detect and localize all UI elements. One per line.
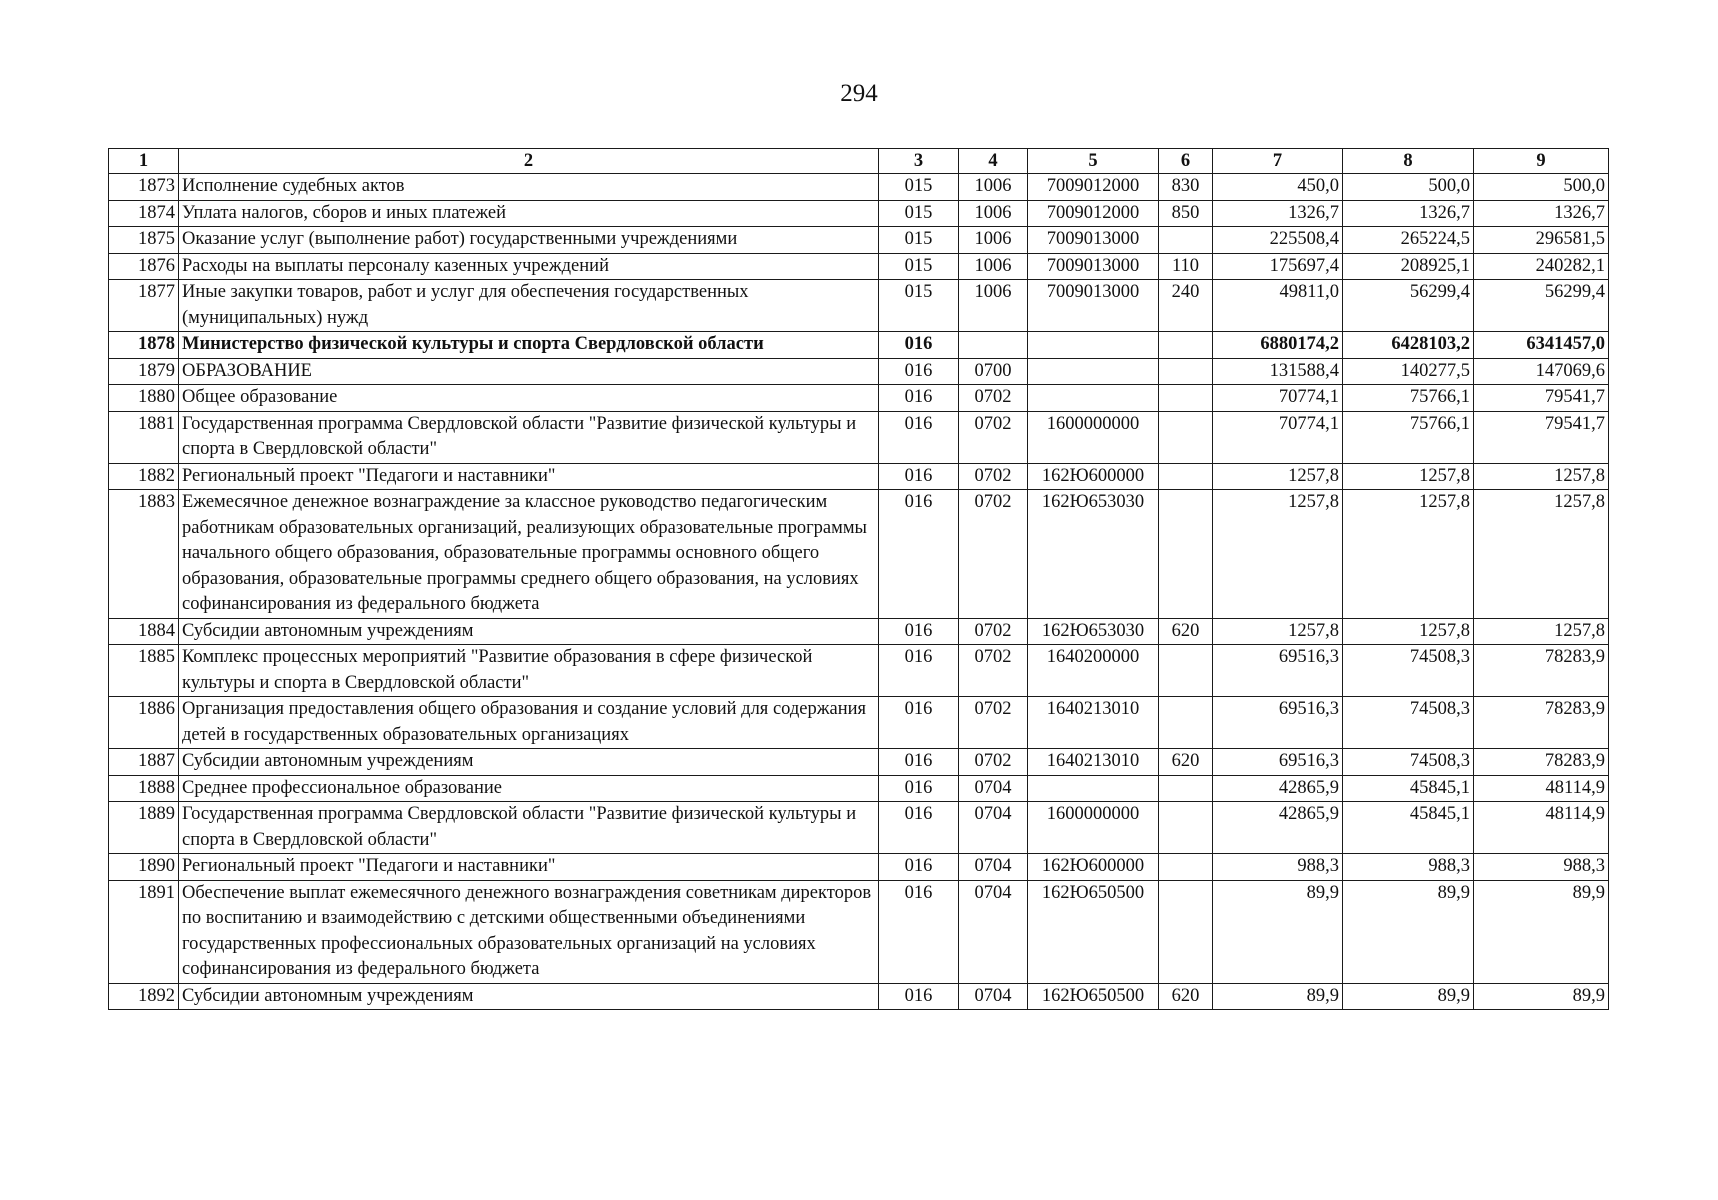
budget-table <box>108 148 1609 1010</box>
amount-year3-cell: 6341457,0 <box>1474 332 1609 359</box>
row-number-cell: 1874 <box>109 200 179 227</box>
amount-year1-cell: 69516,3 <box>1213 697 1343 749</box>
row-name-cell: Ежемесячное денежное вознаграждение за классное руководство педагогическим работникам образовательных организаций, реализующих образовательные программы начального общего образования, образовательные программы основного общего образования, образовательные программы среднего общего образования, на условиях софинансирования из федерального бюджета <box>179 490 879 619</box>
expense-type-cell: 240 <box>1159 280 1213 332</box>
row-name-cell: Среднее профессиональное образование <box>179 775 879 802</box>
section-code-cell: 0704 <box>959 880 1028 983</box>
expense-type-cell <box>1159 697 1213 749</box>
ministry-code-cell: 016 <box>879 697 959 749</box>
amount-year2-cell: 56299,4 <box>1343 280 1474 332</box>
section-code-cell: 0702 <box>959 463 1028 490</box>
table-row <box>109 411 1609 463</box>
amount-year1-cell: 1326,7 <box>1213 200 1343 227</box>
row-number-cell: 1879 <box>109 358 179 385</box>
target-code-cell <box>1028 332 1159 359</box>
table-row <box>109 645 1609 697</box>
amount-year3-cell: 1257,8 <box>1474 618 1609 645</box>
table-row <box>109 385 1609 412</box>
table-row <box>109 280 1609 332</box>
row-name-cell: Организация предоставления общего образования и создание условий для содержания детей в государственных образовательных организациях <box>179 697 879 749</box>
row-name-cell: Обеспечение выплат ежемесячного денежного вознаграждения советникам директоров по воспитанию и взаимодействию с детскими общественными объединениями государственных профессиональных образовательных организаций на условиях софинансирования из федерального бюджета <box>179 880 879 983</box>
table-row <box>109 490 1609 619</box>
table-row <box>109 332 1609 359</box>
row-number-cell: 1888 <box>109 775 179 802</box>
expense-type-cell: 850 <box>1159 200 1213 227</box>
expense-type-cell <box>1159 463 1213 490</box>
amount-year2-cell: 1326,7 <box>1343 200 1474 227</box>
row-name-cell: Исполнение судебных актов <box>179 174 879 201</box>
table-row <box>109 358 1609 385</box>
target-code-cell: 162Ю650500 <box>1028 983 1159 1010</box>
ministry-code-cell: 016 <box>879 332 959 359</box>
section-code-cell: 0702 <box>959 618 1028 645</box>
amount-year2-cell: 500,0 <box>1343 174 1474 201</box>
row-name-cell: Комплекс процессных мероприятий "Развитие образования в сфере физической культуры и спорта в Свердловской области" <box>179 645 879 697</box>
amount-year3-cell: 89,9 <box>1474 983 1609 1010</box>
ministry-code-cell: 016 <box>879 463 959 490</box>
section-code-cell: 1006 <box>959 280 1028 332</box>
target-code-cell: 1640213010 <box>1028 749 1159 776</box>
row-name-cell: Государственная программа Свердловской области "Развитие физической культуры и спорта в Свердловской области" <box>179 411 879 463</box>
amount-year3-cell: 240282,1 <box>1474 253 1609 280</box>
section-code-cell: 0702 <box>959 411 1028 463</box>
amount-year2-cell: 1257,8 <box>1343 618 1474 645</box>
target-code-cell: 162Ю600000 <box>1028 854 1159 881</box>
amount-year1-cell: 450,0 <box>1213 174 1343 201</box>
row-number-cell: 1877 <box>109 280 179 332</box>
page-number: 294 <box>840 80 878 107</box>
table-row <box>109 227 1609 254</box>
amount-year2-cell: 89,9 <box>1343 983 1474 1010</box>
row-name-cell: Субсидии автономным учреждениям <box>179 983 879 1010</box>
amount-year2-cell: 6428103,2 <box>1343 332 1474 359</box>
section-code-cell <box>959 332 1028 359</box>
target-code-cell <box>1028 775 1159 802</box>
row-name-cell: Субсидии автономным учреждениям <box>179 618 879 645</box>
amount-year1-cell: 70774,1 <box>1213 385 1343 412</box>
row-name-cell: Общее образование <box>179 385 879 412</box>
expense-type-cell: 830 <box>1159 174 1213 201</box>
target-code-cell: 1640213010 <box>1028 697 1159 749</box>
expense-type-cell: 620 <box>1159 983 1213 1010</box>
expense-type-cell <box>1159 358 1213 385</box>
amount-year3-cell: 1257,8 <box>1474 463 1609 490</box>
amount-year1-cell: 1257,8 <box>1213 463 1343 490</box>
section-code-cell: 0702 <box>959 490 1028 619</box>
amount-year2-cell: 988,3 <box>1343 854 1474 881</box>
table-row <box>109 880 1609 983</box>
target-code-cell: 7009013000 <box>1028 253 1159 280</box>
column-header: 5 <box>1028 149 1159 174</box>
expense-type-cell: 620 <box>1159 618 1213 645</box>
table-row <box>109 854 1609 881</box>
row-number-cell: 1875 <box>109 227 179 254</box>
ministry-code-cell: 015 <box>879 200 959 227</box>
row-name-cell: Оказание услуг (выполнение работ) государственными учреждениями <box>179 227 879 254</box>
column-header: 7 <box>1213 149 1343 174</box>
row-name-cell: Субсидии автономным учреждениям <box>179 749 879 776</box>
target-code-cell: 162Ю653030 <box>1028 490 1159 619</box>
row-number-cell: 1882 <box>109 463 179 490</box>
table-row <box>109 749 1609 776</box>
expense-type-cell <box>1159 227 1213 254</box>
amount-year2-cell: 1257,8 <box>1343 490 1474 619</box>
row-number-cell: 1891 <box>109 880 179 983</box>
amount-year1-cell: 131588,4 <box>1213 358 1343 385</box>
expense-type-cell <box>1159 385 1213 412</box>
target-code-cell: 1640200000 <box>1028 645 1159 697</box>
section-code-cell: 0702 <box>959 645 1028 697</box>
row-number-cell: 1892 <box>109 983 179 1010</box>
amount-year3-cell: 147069,6 <box>1474 358 1609 385</box>
target-code-cell: 7009012000 <box>1028 174 1159 201</box>
ministry-code-cell: 015 <box>879 280 959 332</box>
ministry-code-cell: 016 <box>879 854 959 881</box>
table-row <box>109 200 1609 227</box>
row-number-cell: 1876 <box>109 253 179 280</box>
amount-year3-cell: 89,9 <box>1474 880 1609 983</box>
target-code-cell <box>1028 385 1159 412</box>
amount-year3-cell: 296581,5 <box>1474 227 1609 254</box>
ministry-code-cell: 016 <box>879 490 959 619</box>
expense-type-cell <box>1159 775 1213 802</box>
table-row <box>109 463 1609 490</box>
ministry-code-cell: 016 <box>879 385 959 412</box>
row-name-cell: Региональный проект "Педагоги и наставники" <box>179 854 879 881</box>
row-number-cell: 1880 <box>109 385 179 412</box>
row-number-cell: 1889 <box>109 802 179 854</box>
expense-type-cell <box>1159 854 1213 881</box>
amount-year2-cell: 1257,8 <box>1343 463 1474 490</box>
amount-year3-cell: 78283,9 <box>1474 697 1609 749</box>
expense-type-cell <box>1159 332 1213 359</box>
section-code-cell: 0704 <box>959 854 1028 881</box>
row-number-cell: 1890 <box>109 854 179 881</box>
ministry-code-cell: 016 <box>879 775 959 802</box>
amount-year2-cell: 265224,5 <box>1343 227 1474 254</box>
row-name-cell: Расходы на выплаты персоналу казенных учреждений <box>179 253 879 280</box>
section-code-cell: 0702 <box>959 385 1028 412</box>
amount-year1-cell: 42865,9 <box>1213 802 1343 854</box>
expense-type-cell <box>1159 880 1213 983</box>
column-header: 1 <box>109 149 179 174</box>
amount-year3-cell: 48114,9 <box>1474 775 1609 802</box>
target-code-cell: 162Ю653030 <box>1028 618 1159 645</box>
section-code-cell: 0704 <box>959 802 1028 854</box>
row-number-cell: 1873 <box>109 174 179 201</box>
amount-year1-cell: 69516,3 <box>1213 749 1343 776</box>
amount-year3-cell: 78283,9 <box>1474 749 1609 776</box>
row-number-cell: 1887 <box>109 749 179 776</box>
amount-year2-cell: 75766,1 <box>1343 385 1474 412</box>
section-code-cell: 0700 <box>959 358 1028 385</box>
row-number-cell: 1878 <box>109 332 179 359</box>
row-name-cell: Министерство физической культуры и спорта Свердловской области <box>179 332 879 359</box>
amount-year3-cell: 500,0 <box>1474 174 1609 201</box>
target-code-cell: 7009012000 <box>1028 200 1159 227</box>
amount-year1-cell: 6880174,2 <box>1213 332 1343 359</box>
table-row <box>109 174 1609 201</box>
expense-type-cell <box>1159 490 1213 619</box>
table-row <box>109 983 1609 1010</box>
amount-year1-cell: 49811,0 <box>1213 280 1343 332</box>
amount-year2-cell: 75766,1 <box>1343 411 1474 463</box>
section-code-cell: 0704 <box>959 983 1028 1010</box>
row-name-cell: Региональный проект "Педагоги и наставники" <box>179 463 879 490</box>
ministry-code-cell: 016 <box>879 802 959 854</box>
row-name-cell: Уплата налогов, сборов и иных платежей <box>179 200 879 227</box>
ministry-code-cell: 015 <box>879 174 959 201</box>
table-body <box>109 174 1609 1010</box>
amount-year3-cell: 1257,8 <box>1474 490 1609 619</box>
table-row <box>109 618 1609 645</box>
row-name-cell: Иные закупки товаров, работ и услуг для обеспечения государственных (муниципальных) нужд <box>179 280 879 332</box>
amount-year3-cell: 48114,9 <box>1474 802 1609 854</box>
amount-year1-cell: 89,9 <box>1213 880 1343 983</box>
amount-year1-cell: 70774,1 <box>1213 411 1343 463</box>
amount-year2-cell: 140277,5 <box>1343 358 1474 385</box>
section-code-cell: 0704 <box>959 775 1028 802</box>
target-code-cell: 162Ю600000 <box>1028 463 1159 490</box>
table-row <box>109 253 1609 280</box>
expense-type-cell: 110 <box>1159 253 1213 280</box>
row-number-cell: 1881 <box>109 411 179 463</box>
row-name-cell: ОБРАЗОВАНИЕ <box>179 358 879 385</box>
row-number-cell: 1883 <box>109 490 179 619</box>
ministry-code-cell: 015 <box>879 253 959 280</box>
ministry-code-cell: 016 <box>879 880 959 983</box>
section-code-cell: 0702 <box>959 697 1028 749</box>
ministry-code-cell: 016 <box>879 645 959 697</box>
target-code-cell: 1600000000 <box>1028 411 1159 463</box>
ministry-code-cell: 016 <box>879 618 959 645</box>
section-code-cell: 1006 <box>959 174 1028 201</box>
table-header-row <box>109 149 1609 174</box>
table-row <box>109 802 1609 854</box>
amount-year3-cell: 1326,7 <box>1474 200 1609 227</box>
target-code-cell <box>1028 358 1159 385</box>
amount-year3-cell: 79541,7 <box>1474 411 1609 463</box>
amount-year1-cell: 988,3 <box>1213 854 1343 881</box>
target-code-cell: 7009013000 <box>1028 227 1159 254</box>
column-header: 6 <box>1159 149 1213 174</box>
row-name-cell: Государственная программа Свердловской области "Развитие физической культуры и спорта в Свердловской области" <box>179 802 879 854</box>
amount-year3-cell: 78283,9 <box>1474 645 1609 697</box>
amount-year1-cell: 42865,9 <box>1213 775 1343 802</box>
ministry-code-cell: 016 <box>879 411 959 463</box>
amount-year2-cell: 208925,1 <box>1343 253 1474 280</box>
target-code-cell: 1600000000 <box>1028 802 1159 854</box>
expense-type-cell <box>1159 802 1213 854</box>
amount-year2-cell: 74508,3 <box>1343 645 1474 697</box>
amount-year2-cell: 74508,3 <box>1343 697 1474 749</box>
section-code-cell: 0702 <box>959 749 1028 776</box>
column-header: 2 <box>179 149 879 174</box>
section-code-cell: 1006 <box>959 200 1028 227</box>
ministry-code-cell: 016 <box>879 358 959 385</box>
row-number-cell: 1884 <box>109 618 179 645</box>
expense-type-cell <box>1159 411 1213 463</box>
column-header: 3 <box>879 149 959 174</box>
amount-year1-cell: 175697,4 <box>1213 253 1343 280</box>
section-code-cell: 1006 <box>959 253 1028 280</box>
target-code-cell: 7009013000 <box>1028 280 1159 332</box>
amount-year3-cell: 79541,7 <box>1474 385 1609 412</box>
table-row <box>109 697 1609 749</box>
column-header: 8 <box>1343 149 1474 174</box>
amount-year1-cell: 225508,4 <box>1213 227 1343 254</box>
column-header: 9 <box>1474 149 1609 174</box>
expense-type-cell <box>1159 645 1213 697</box>
amount-year2-cell: 45845,1 <box>1343 775 1474 802</box>
table-row <box>109 775 1609 802</box>
row-number-cell: 1886 <box>109 697 179 749</box>
amount-year3-cell: 56299,4 <box>1474 280 1609 332</box>
column-header: 4 <box>959 149 1028 174</box>
expense-type-cell: 620 <box>1159 749 1213 776</box>
amount-year2-cell: 45845,1 <box>1343 802 1474 854</box>
row-number-cell: 1885 <box>109 645 179 697</box>
amount-year3-cell: 988,3 <box>1474 854 1609 881</box>
amount-year1-cell: 69516,3 <box>1213 645 1343 697</box>
target-code-cell: 162Ю650500 <box>1028 880 1159 983</box>
amount-year1-cell: 1257,8 <box>1213 618 1343 645</box>
amount-year2-cell: 89,9 <box>1343 880 1474 983</box>
ministry-code-cell: 015 <box>879 227 959 254</box>
amount-year1-cell: 89,9 <box>1213 983 1343 1010</box>
amount-year1-cell: 1257,8 <box>1213 490 1343 619</box>
section-code-cell: 1006 <box>959 227 1028 254</box>
ministry-code-cell: 016 <box>879 983 959 1010</box>
ministry-code-cell: 016 <box>879 749 959 776</box>
amount-year2-cell: 74508,3 <box>1343 749 1474 776</box>
